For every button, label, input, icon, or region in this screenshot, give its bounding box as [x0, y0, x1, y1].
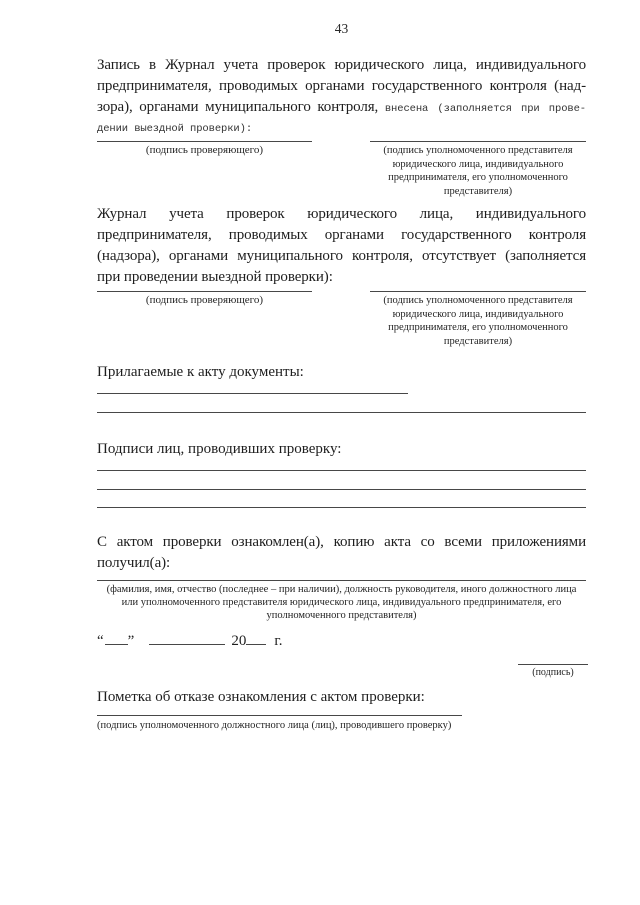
attached-docs-blank-1[interactable]	[97, 393, 408, 394]
date-year-suffix: г.	[274, 633, 283, 649]
attached-docs-blank-2[interactable]	[97, 412, 586, 413]
caption-line: (фамилия, имя, отчество (последнее – при наличии), должность руководителя, иного должностного лица	[106, 584, 577, 595]
date-line	[97, 631, 586, 647]
date-year-blank[interactable]	[246, 631, 266, 645]
paragraph-line	[97, 120, 586, 137]
signature-row	[97, 291, 586, 348]
paragraph-line: (надзора), органами муниципального контроля, отсутствует (заполняется	[97, 248, 586, 264]
representative-signature-line[interactable]	[370, 141, 586, 142]
paragraph-line-serif: зора), органами муниципального контроля,	[97, 99, 379, 115]
paragraph-line: при проведении выездной проверки):	[97, 269, 333, 285]
inspector-signature-block	[97, 141, 312, 157]
caption-line: предпринимателя, его уполномоченного	[388, 322, 568, 333]
representative-signature-caption	[370, 144, 586, 198]
attached-docs-heading: Прилагаемые к акту документы:	[97, 364, 304, 380]
paragraph-line: предпринимателя, проводимых органами государственного контроля	[97, 227, 586, 243]
refusal-caption: (подпись уполномоченного должностного лица (лиц), проводившего проверку)	[97, 720, 452, 731]
representative-signature-line[interactable]	[370, 291, 586, 292]
open-quote: “	[97, 633, 105, 649]
typewriter-note: дении выездной проверки):	[97, 123, 253, 135]
representative-signature-block	[370, 291, 586, 348]
inspector-signature-caption: (подпись проверяющего)	[145, 144, 264, 156]
close-quote: ”	[127, 633, 136, 649]
representative-signature-caption	[370, 294, 586, 348]
fio-caption	[97, 583, 586, 622]
date-century: 20	[231, 633, 247, 649]
caption-line: представителя)	[443, 185, 513, 197]
caption-line: или уполномоченного представителя юридического лица, индивидуального предпринимателя, его	[121, 597, 562, 608]
caption-line: уполномоченного представителя)	[266, 610, 417, 621]
paragraph-line: предпринимателя, проводимых органами государственного контроля (над-	[97, 78, 586, 94]
caption-line: юридического лица, индивидуального	[392, 158, 564, 170]
fio-blank-line[interactable]	[97, 580, 586, 581]
paragraph-line	[97, 97, 586, 120]
date-month-blank[interactable]	[149, 631, 225, 645]
refusal-blank[interactable]	[97, 715, 462, 716]
refusal-heading: Пометка об отказе ознакомления с актом проверки:	[97, 689, 425, 705]
paragraph-line: С актом проверки ознакомлен(а), копию акта со всеми приложениями	[97, 534, 586, 550]
inspector-signature-line[interactable]	[97, 291, 312, 292]
signature-caption: (подпись)	[532, 667, 574, 678]
page-content	[97, 0, 586, 732]
representative-signature-block	[370, 141, 586, 198]
page-number: 43	[334, 21, 349, 36]
acquainted-paragraph	[97, 532, 586, 574]
caption-line: (подпись уполномоченного представителя	[383, 145, 573, 156]
signature-row	[97, 141, 586, 198]
journal-entry-paragraph	[97, 55, 586, 137]
signatures-blank-1[interactable]	[97, 470, 586, 471]
caption-line: (подпись уполномоченного представителя	[383, 295, 573, 306]
signatures-blank-3[interactable]	[97, 507, 586, 508]
signature-blank[interactable]	[518, 664, 588, 665]
date-day-blank[interactable]	[105, 631, 128, 645]
inspector-signature-block	[97, 291, 312, 307]
caption-line: предпринимателя, его уполномоченного	[388, 172, 568, 183]
signature-block	[518, 664, 588, 678]
typewriter-note: внесена (заполняется при прове-	[384, 103, 586, 115]
paragraph-line: получил(а):	[97, 555, 171, 571]
caption-line: юридического лица, индивидуального	[392, 308, 564, 320]
paragraph-line: Журнал учета проверок юридического лица, индивидуального	[97, 206, 586, 222]
signatures-heading: Подписи лиц, проводивших проверку:	[97, 441, 342, 457]
inspector-signature-caption: (подпись проверяющего)	[145, 294, 264, 306]
journal-absent-paragraph	[97, 204, 586, 288]
caption-line: представителя)	[443, 335, 513, 347]
paragraph-line: Запись в Журнал учета проверок юридического лица, индивидуального	[97, 57, 586, 73]
inspector-signature-line[interactable]	[97, 141, 312, 142]
signatures-blank-2[interactable]	[97, 489, 586, 490]
